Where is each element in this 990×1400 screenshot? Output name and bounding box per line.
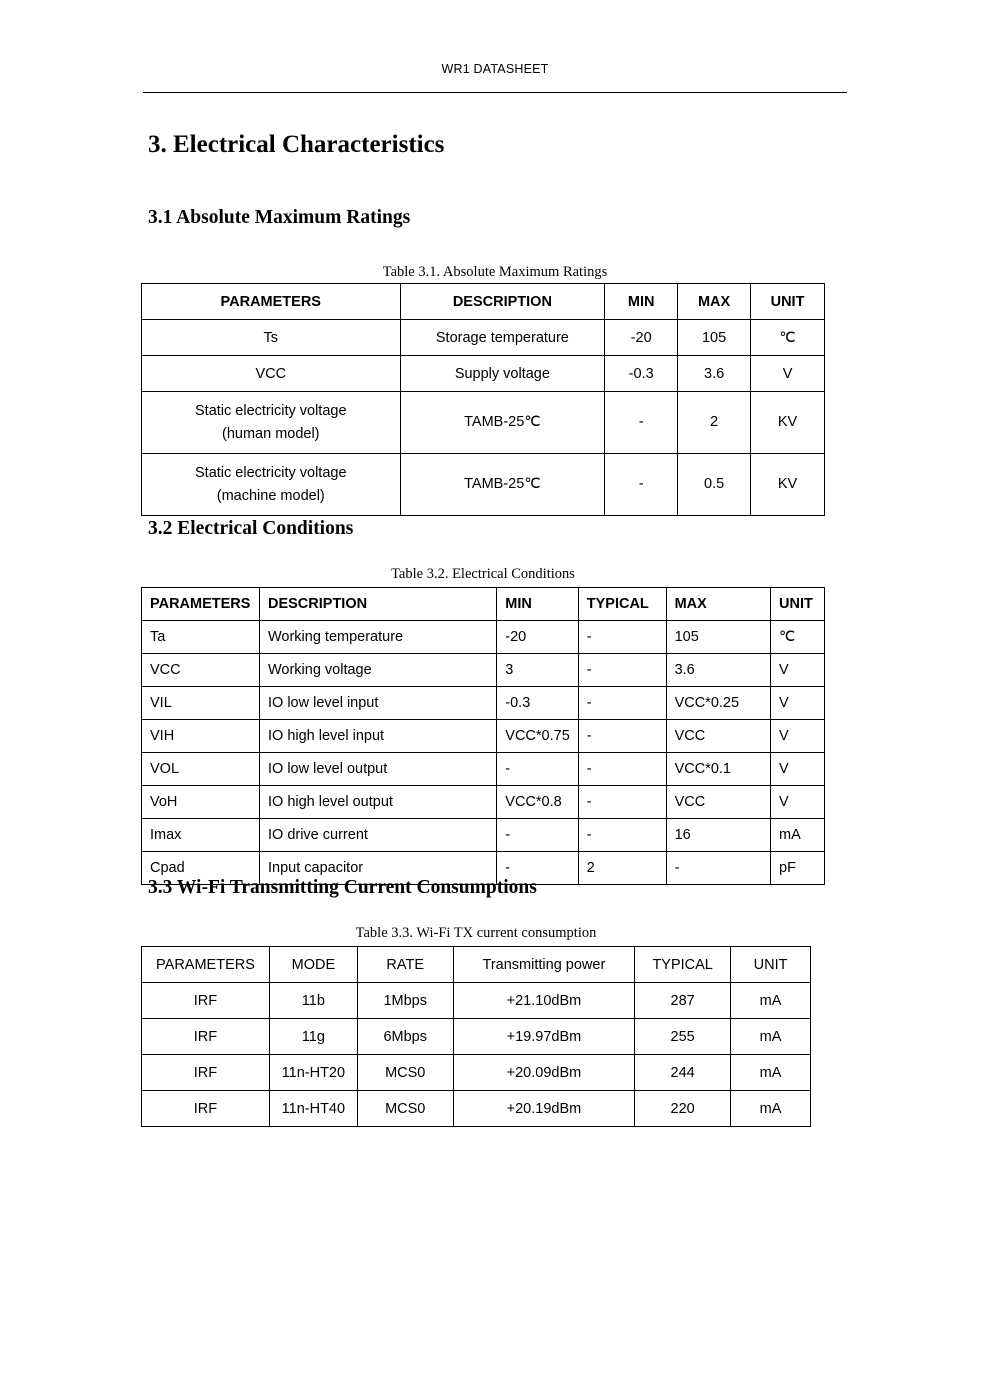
table-cell: Input capacitor bbox=[259, 852, 496, 885]
column-header: MAX bbox=[666, 588, 770, 621]
table-cell: -0.3 bbox=[497, 687, 578, 720]
table-cell: - bbox=[605, 454, 678, 516]
table-row bbox=[142, 753, 825, 786]
table-cell: mA bbox=[731, 1019, 811, 1055]
table-cell: V bbox=[751, 356, 825, 392]
column-header: MIN bbox=[497, 588, 578, 621]
table-cell: 244 bbox=[635, 1055, 731, 1091]
column-header: TYPICAL bbox=[578, 588, 666, 621]
table-cell: 0.5 bbox=[678, 454, 751, 516]
column-header: DESCRIPTION bbox=[259, 588, 496, 621]
table-cell: mA bbox=[771, 819, 825, 852]
table-cell: Storage temperature bbox=[400, 320, 605, 356]
table-row bbox=[142, 983, 811, 1019]
table-cell: - bbox=[578, 687, 666, 720]
table-cell: 105 bbox=[666, 621, 770, 654]
table-header-row bbox=[142, 947, 811, 983]
column-header: RATE bbox=[357, 947, 453, 983]
table-cell: VIH bbox=[142, 720, 260, 753]
table-cell: Imax bbox=[142, 819, 260, 852]
column-header: TYPICAL bbox=[635, 947, 731, 983]
table-cell: - bbox=[578, 654, 666, 687]
table-cell: - bbox=[497, 852, 578, 885]
table-cell: IRF bbox=[142, 983, 270, 1019]
table-cell: +20.09dBm bbox=[453, 1055, 635, 1091]
table-cell: VCC bbox=[142, 356, 401, 392]
table-row bbox=[142, 687, 825, 720]
table-cell: IO high level input bbox=[259, 720, 496, 753]
column-header: UNIT bbox=[751, 284, 825, 320]
table-header-row bbox=[142, 284, 825, 320]
table-cell: +21.10dBm bbox=[453, 983, 635, 1019]
table-cell: VCC*0.8 bbox=[497, 786, 578, 819]
table-cell: VCC bbox=[666, 720, 770, 753]
table-cell: V bbox=[771, 720, 825, 753]
table-cell: VIL bbox=[142, 687, 260, 720]
table-cell: +19.97dBm bbox=[453, 1019, 635, 1055]
header-divider bbox=[143, 92, 847, 93]
table-cell: +20.19dBm bbox=[453, 1091, 635, 1127]
table-cell: 11n-HT40 bbox=[269, 1091, 357, 1127]
column-header: PARAMETERS bbox=[142, 588, 260, 621]
table-cell: 287 bbox=[635, 983, 731, 1019]
column-header: Transmitting power bbox=[453, 947, 635, 983]
table-cell: 11n-HT20 bbox=[269, 1055, 357, 1091]
table-cell: V bbox=[771, 654, 825, 687]
table-row bbox=[142, 720, 825, 753]
table-cell: - bbox=[578, 753, 666, 786]
table-cell: - bbox=[605, 392, 678, 454]
table-cell: 3.6 bbox=[678, 356, 751, 392]
table-cell: TAMB-25℃ bbox=[400, 392, 605, 454]
table-row bbox=[142, 454, 825, 516]
table-cell: VOL bbox=[142, 753, 260, 786]
column-header: DESCRIPTION bbox=[400, 284, 605, 320]
table-cell: KV bbox=[751, 392, 825, 454]
table-cell: 6Mbps bbox=[357, 1019, 453, 1055]
table-cell: V bbox=[771, 786, 825, 819]
table-cell: - bbox=[578, 720, 666, 753]
table-cell: -20 bbox=[605, 320, 678, 356]
table-cell: MCS0 bbox=[357, 1091, 453, 1127]
subsection-heading-3-1: 3.1 Absolute Maximum Ratings bbox=[148, 207, 411, 228]
table-cell: 11g bbox=[269, 1019, 357, 1055]
table-row bbox=[142, 1055, 811, 1091]
table-caption-3-1: Table 3.1. Absolute Maximum Ratings bbox=[382, 264, 608, 281]
table-cell: MCS0 bbox=[357, 1055, 453, 1091]
column-header: MIN bbox=[605, 284, 678, 320]
table-cell: 255 bbox=[635, 1019, 731, 1055]
table-row bbox=[142, 621, 825, 654]
table-cell: IO high level output bbox=[259, 786, 496, 819]
column-header: MAX bbox=[678, 284, 751, 320]
table-header-row bbox=[142, 588, 825, 621]
table-cell: Working voltage bbox=[259, 654, 496, 687]
table-cell: VCC bbox=[666, 786, 770, 819]
table-cell: mA bbox=[731, 983, 811, 1019]
table-row bbox=[142, 1091, 811, 1127]
table-row bbox=[142, 819, 825, 852]
table-cell: -0.3 bbox=[605, 356, 678, 392]
table-cell: 105 bbox=[678, 320, 751, 356]
table-cell: 2 bbox=[678, 392, 751, 454]
table-row bbox=[142, 320, 825, 356]
column-header: PARAMETERS bbox=[142, 947, 270, 983]
table-cell: Static electricity voltage (human model) bbox=[142, 392, 401, 454]
table-row bbox=[142, 1019, 811, 1055]
table-cell: 11b bbox=[269, 983, 357, 1019]
table-cell: 2 bbox=[578, 852, 666, 885]
table-cell: VCC*0.25 bbox=[666, 687, 770, 720]
table-absolute-maximum-ratings bbox=[141, 283, 825, 516]
table-caption-3-2: Table 3.2. Electrical Conditions bbox=[391, 566, 575, 582]
table-cell: VCC*0.1 bbox=[666, 753, 770, 786]
table-cell: - bbox=[666, 852, 770, 885]
column-header: UNIT bbox=[771, 588, 825, 621]
table-cell: ℃ bbox=[751, 320, 825, 356]
table-cell: Ts bbox=[142, 320, 401, 356]
table-cell: 220 bbox=[635, 1091, 731, 1127]
table-cell: - bbox=[578, 819, 666, 852]
table-cell: -20 bbox=[497, 621, 578, 654]
table-cell: IO drive current bbox=[259, 819, 496, 852]
table-cell: - bbox=[497, 753, 578, 786]
table-row bbox=[142, 654, 825, 687]
subsection-heading-3-3: 3.3 Wi-Fi Transmitting Current Consumptions bbox=[148, 877, 537, 898]
table-cell: TAMB-25℃ bbox=[400, 454, 605, 516]
table-cell: IRF bbox=[142, 1091, 270, 1127]
table-cell: V bbox=[771, 753, 825, 786]
column-header: MODE bbox=[269, 947, 357, 983]
table-cell: Static electricity voltage (machine model) bbox=[142, 454, 401, 516]
page-header: WR1 DATASHEET bbox=[441, 62, 549, 76]
table-cell: IRF bbox=[142, 1055, 270, 1091]
table-cell: pF bbox=[771, 852, 825, 885]
table-row bbox=[142, 786, 825, 819]
table-row bbox=[142, 392, 825, 454]
section-heading: 3. Electrical Characteristics bbox=[148, 131, 445, 158]
table-cell: - bbox=[578, 786, 666, 819]
table-cell: 1Mbps bbox=[357, 983, 453, 1019]
document-content bbox=[0, 130, 990, 281]
table-cell: Ta bbox=[142, 621, 260, 654]
table-cell: Cpad bbox=[142, 852, 260, 885]
table-cell: 3.6 bbox=[666, 654, 770, 687]
table-cell: VCC bbox=[142, 654, 260, 687]
table-cell: IO low level input bbox=[259, 687, 496, 720]
table-cell: - bbox=[497, 819, 578, 852]
table-cell: VoH bbox=[142, 786, 260, 819]
table-cell: - bbox=[578, 621, 666, 654]
table-cell: 16 bbox=[666, 819, 770, 852]
column-header: UNIT bbox=[731, 947, 811, 983]
table-cell: KV bbox=[751, 454, 825, 516]
table-cell: Working temperature bbox=[259, 621, 496, 654]
table-cell: V bbox=[771, 687, 825, 720]
table-wifi-tx-current bbox=[141, 946, 811, 1127]
table-cell: Supply voltage bbox=[400, 356, 605, 392]
subsection-heading-3-2: 3.2 Electrical Conditions bbox=[148, 518, 354, 539]
table-electrical-conditions bbox=[141, 587, 825, 885]
table-cell: mA bbox=[731, 1055, 811, 1091]
table-caption-3-3: Table 3.3. Wi-Fi TX current consumption bbox=[355, 925, 597, 941]
table-row bbox=[142, 356, 825, 392]
table-cell: IRF bbox=[142, 1019, 270, 1055]
column-header: PARAMETERS bbox=[142, 284, 401, 320]
table-cell: ℃ bbox=[771, 621, 825, 654]
table-cell: mA bbox=[731, 1091, 811, 1127]
table-cell: 3 bbox=[497, 654, 578, 687]
table-cell: VCC*0.75 bbox=[497, 720, 578, 753]
table-cell: IO low level output bbox=[259, 753, 496, 786]
